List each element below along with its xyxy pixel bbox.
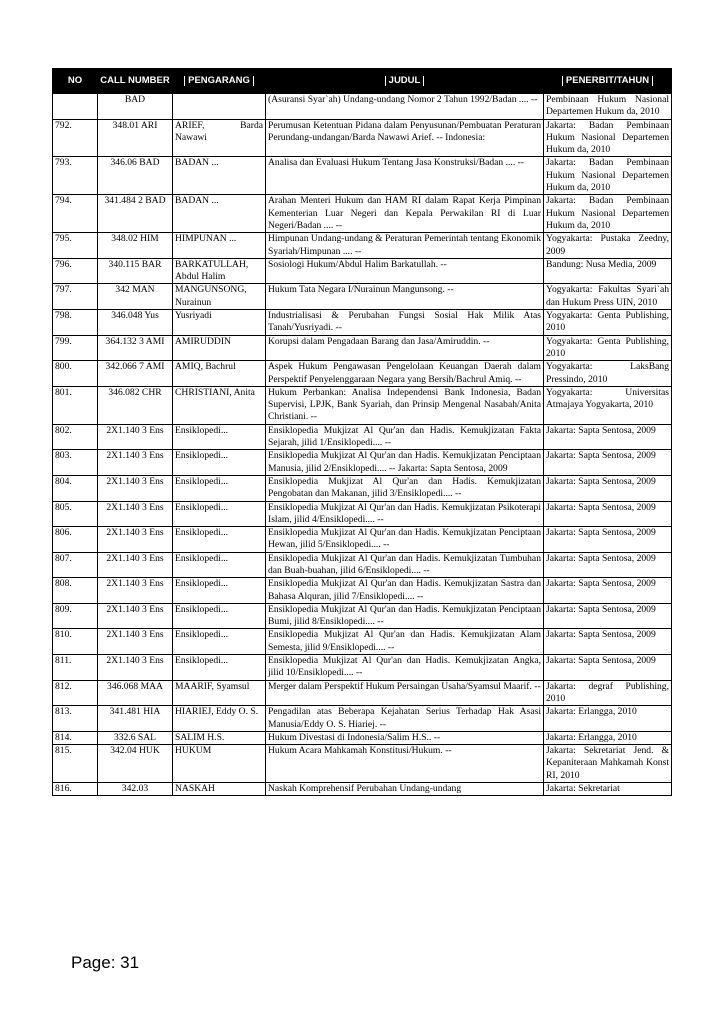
cell-penerbit: Yogyakarta: Universitas Atmajaya Yogyakarta, 2010 [544,386,672,424]
cell-no: 814. [53,731,98,744]
cell-call-number: 2X1.140 3 Ens [98,578,173,604]
cell-pengarang: BADAN ... [173,195,266,233]
cell-call-number: 2X1.140 3 Ens [98,603,173,629]
cell-pengarang: AMIRUDDIN [173,335,266,361]
table-row [53,450,672,476]
cell-no: 809. [53,603,98,629]
cell-no: 811. [53,655,98,681]
cell-call-number: 346.082 CHR [98,386,173,424]
cell-judul: Ensiklopedia Mukjizat Al Qur'an dan Hadis. Kemukjizatan Psikoterapi Islam, jilid 4/Ensiklopedi.... -- [266,501,544,527]
cell-call-number: 2X1.140 3 Ens [98,424,173,450]
cell-call-number: 346.068 MAA [98,680,173,706]
cell-pengarang: Ensiklopedi... [173,424,266,450]
cell-call-number: 342 MAN [98,284,173,310]
cell-no: 802. [53,424,98,450]
cell-penerbit: Yogyakarta: Genta Publishing, 2010 [544,335,672,361]
cell-judul: Ensiklopedia Mukjizat Al Qur'an dan Hadis. Kemukjizatan Pengobatan dan Makanan, jilid 3/Ensiklopedi.... -- [266,475,544,501]
cell-no: 807. [53,552,98,578]
cell-call-number: 364.132 3 AMI [98,335,173,361]
cell-pengarang: SALIM H.S. [173,731,266,744]
cell-penerbit: Jakarta: Sapta Sentosa, 2009 [544,424,672,450]
header-judul: JUDUL [266,69,544,94]
cell-pengarang: AMIQ, Bachrul [173,361,266,387]
cell-penerbit: Jakarta: Sapta Sentosa, 2009 [544,655,672,681]
cell-judul: Hukum Tata Negara I/Nurainun Mangunsong. -- [266,284,544,310]
cell-call-number: 2X1.140 3 Ens [98,450,173,476]
cell-no: 798. [53,310,98,336]
cell-pengarang: HIARIEJ, Eddy O. S. [173,706,266,732]
cell-penerbit: Jakarta: Sekretariat Jend. & Kepaniteraan Mahkamah Konst RI, 2010 [544,745,672,783]
cell-judul: Ensiklopedia Mukjizat Al Qur'an dan Hadis. Kemukjizatan Fakta Sejarah, jilid 1/Ensiklopedi.... -- [266,424,544,450]
table-row [53,335,672,361]
cell-pengarang: BADAN ... [173,157,266,195]
cell-pengarang [173,94,266,120]
cell-judul: Hukum Divestasi di Indonesia/Salim H.S.. -- [266,731,544,744]
cell-call-number: 342.066 7 AMI [98,361,173,387]
cell-pengarang: Yusriyadi [173,310,266,336]
cell-call-number: 2X1.140 3 Ens [98,475,173,501]
cell-pengarang: ARIEF, Barda Nawawi [173,119,266,157]
cell-judul: Perumusan Ketentuan Pidana dalam Penyusunan/Pembuatan Peraturan Perundang-undangan/Barda Nawawi Arief. -- Indonesia: [266,119,544,157]
cell-penerbit: Jakarta: Sapta Sentosa, 2009 [544,629,672,655]
cell-penerbit: Jakarta: Badan Pembinaan Hukum Nasional Departemen Hukum da, 2010 [544,119,672,157]
table-header [53,69,672,94]
cell-pengarang: Ensiklopedi... [173,501,266,527]
table-row [53,527,672,553]
cell-call-number: 346.048 Yus [98,310,173,336]
cell-pengarang: Ensiklopedi... [173,552,266,578]
header-no: NO [53,69,98,94]
cell-judul: (Asuransi Syar`ah) Undang-undang Nomor 2 Tahun 1992/Badan .... -- [266,94,544,120]
cell-penerbit: Jakarta: Sapta Sentosa, 2009 [544,501,672,527]
cell-call-number: 348.02 HIM [98,233,173,259]
cell-pengarang: HIMPUNAN ... [173,233,266,259]
cell-no: 801. [53,386,98,424]
cell-judul: Pengadilan atas Beberapa Kejahatan Serius Terhadap Hak Asasi Manusia/Eddy O. S. Hiariej. -- [266,706,544,732]
cell-no: 800. [53,361,98,387]
cell-no: 795. [53,233,98,259]
cell-no: 804. [53,475,98,501]
cell-pengarang: Ensiklopedi... [173,603,266,629]
cell-judul: Ensiklopedia Mukjizat Al Qur'an dan Hadis. Kemukjizatan Tumbuhan dan Buah-buahan, jilid 6/Ensiklopedi.... -- [266,552,544,578]
cell-judul: Ensiklopedia Mukjizat Al Qur'an dan Hadis. Kemukjizatan Penciptaan Hewan, jilid 5/Ensiklopedi.... -- [266,527,544,553]
cell-judul: Arahan Menteri Hukum dan HAM RI dalam Rapat Kerja Pimpinan Kementerian Luar Negeri dan Kepala Perwakilan RI di Luar Negeri/Badan .... -- [266,195,544,233]
cell-no: 813. [53,706,98,732]
cell-call-number: 342.04 HUK [98,745,173,783]
cell-penerbit: Jakarta: degraf Publishing, 2010 [544,680,672,706]
cell-judul: Korupsi dalam Pengadaan Barang dan Jasa/Amiruddin. -- [266,335,544,361]
cell-penerbit: Jakarta: Sapta Sentosa, 2009 [544,552,672,578]
cell-judul: Hukum Acara Mahkamah Konstitusi/Hukum. -- [266,745,544,783]
cell-no: 812. [53,680,98,706]
cell-no: 799. [53,335,98,361]
cell-penerbit: Jakarta: Erlangga, 2010 [544,706,672,732]
cell-judul: Sosiologi Hukum/Abdul Halim Barkatullah. -- [266,258,544,284]
cell-penerbit: Jakarta: Sekretariat [544,783,672,796]
header-pengarang: PENGARANG [173,69,266,94]
cell-pengarang: Ensiklopedi... [173,655,266,681]
cell-judul: Ensiklopedia Mukjizat Al Qur'an dan Hadis. Kemukjizatan Sastra dan Bahasa Alquran, jilid 7/Ensiklopedi.... -- [266,578,544,604]
cell-penerbit: Jakarta: Sapta Sentosa, 2009 [544,527,672,553]
cell-no: 803. [53,450,98,476]
cell-penerbit: Yogyakarta: Pustaka Zeedny, 2009 [544,233,672,259]
table-row [53,119,672,157]
cell-pengarang: HUKUM [173,745,266,783]
table-row [53,424,672,450]
cell-penerbit: Yogyakarta: LaksBang Pressindo, 2010 [544,361,672,387]
cell-call-number: 342.03 [98,783,173,796]
cell-judul: Aspek Hukum Pengawasan Pengelolaan Keuangan Daerah dalam Perspektif Penyelenggaraan Negara yang Bersih/Bachrul Amiq. -- [266,361,544,387]
table-row [53,361,672,387]
cell-judul: Merger dalam Perspektif Hukum Persaingan Usaha/Syamsul Maarif. -- [266,680,544,706]
cell-penerbit: Jakarta: Badan Pembinaan Hukum Nasional Departemen Hukum da, 2010 [544,195,672,233]
table-row [53,629,672,655]
table-row [53,310,672,336]
header-call-number: CALL NUMBER [98,69,173,94]
page-number: Page: 31 [71,953,140,972]
cell-pengarang: Ensiklopedi... [173,450,266,476]
cell-pengarang: Ensiklopedi... [173,527,266,553]
cell-judul: Naskah Komprehensif Perubahan Undang-undang [266,783,544,796]
cell-penerbit: Jakarta: Badan Pembinaan Hukum Nasional Departemen Hukum da, 2010 [544,157,672,195]
cell-judul: Hukum Perbankan: Analisa Independensi Bank Indonesia, Badan Supervisi, LPJK, Bank Syariah, dan Prinsip Mengenal Nasabah/Anita Christiani. -- [266,386,544,424]
cell-call-number: 2X1.140 3 Ens [98,655,173,681]
cell-no [53,94,98,120]
cell-no: 797. [53,284,98,310]
table-row [53,603,672,629]
cell-call-number: 340.115 BAR [98,258,173,284]
cell-judul: Ensiklopedia Mukjizat Al Qur'an dan Hadis. Kemukjizatan Penciptaan Manusia, jilid 2/Ensiklopedi.... -- Jakarta: Sapta Sentosa, 2009 [266,450,544,476]
cell-judul: Himpunan Undang-undang & Peraturan Pemerintah tentang Ekonomik Syariah/Himpunan .... -- [266,233,544,259]
table-row [53,655,672,681]
cell-call-number: 346.06 BAD [98,157,173,195]
cell-penerbit: Jakarta: Sapta Sentosa, 2009 [544,578,672,604]
cell-pengarang: BARKATULLAH, Abdul Halim [173,258,266,284]
table-row [53,501,672,527]
cell-no: 793. [53,157,98,195]
cell-no: 796. [53,258,98,284]
cell-pengarang: NASKAH [173,783,266,796]
table-body [53,94,672,796]
cell-call-number: 341.481 HIA [98,706,173,732]
cell-judul: Ensiklopedia Mukjizat Al Qur'an dan Hadis. Kemukjizatan Alam Semesta, jilid 9/Ensiklopedi.... -- [266,629,544,655]
cell-judul: Ensiklopedia Mukjizat Al Qur'an dan Hadis. Kemukjizatan Penciptaan Bumi, jilid 8/Ensiklopedi.... -- [266,603,544,629]
cell-call-number: 2X1.140 3 Ens [98,629,173,655]
cell-penerbit: Bandung: Nusa Media, 2009 [544,258,672,284]
cell-no: 805. [53,501,98,527]
cell-pengarang: Ensiklopedi... [173,629,266,655]
cell-penerbit: Yogyakarta: Genta Publishing, 2010 [544,310,672,336]
cell-judul: Ensiklopedia Mukjizat Al Qur'an dan Hadis. Kemukjizatan Angka, jilid 10/Ensiklopedi.... -- [266,655,544,681]
table-row [53,94,672,120]
cell-no: 816. [53,783,98,796]
cell-pengarang: Ensiklopedi... [173,475,266,501]
cell-call-number: 2X1.140 3 Ens [98,527,173,553]
cell-pengarang: MANGUNSONG, Nurainun [173,284,266,310]
cell-call-number: 341.484 2 BAD [98,195,173,233]
cell-no: 815. [53,745,98,783]
cell-call-number: BAD [98,94,173,120]
table-row [53,783,672,796]
cell-pengarang: Ensiklopedi... [173,578,266,604]
cell-no: 810. [53,629,98,655]
cell-call-number: 2X1.140 3 Ens [98,552,173,578]
cell-call-number: 2X1.140 3 Ens [98,501,173,527]
cell-no: 792. [53,119,98,157]
table-row [53,386,672,424]
cell-pengarang: MAARIF, Syamsul [173,680,266,706]
table-row [53,578,672,604]
table-row [53,745,672,783]
table-row [53,475,672,501]
cell-call-number: 332.6 SAL [98,731,173,744]
cell-penerbit: Pembinaan Hukum Nasional Departemen Hukum da, 2010 [544,94,672,120]
cell-penerbit: Jakarta: Sapta Sentosa, 2009 [544,450,672,476]
table-row [53,731,672,744]
table-row [53,195,672,233]
table-row [53,284,672,310]
catalog-table [52,68,672,796]
table-row [53,706,672,732]
cell-no: 806. [53,527,98,553]
cell-call-number: 348.01 ARI [98,119,173,157]
cell-judul: Industrialisasi & Perubahan Fungsi Sosial Hak Milik Atas Tanah/Yusriyadi. -- [266,310,544,336]
table-row [53,233,672,259]
cell-penerbit: Yogyakarta: Fakultas Syari`ah dan Hukum Press UIN, 2010 [544,284,672,310]
table-row [53,258,672,284]
table-row [53,680,672,706]
header-penerbit: PENERBIT/TAHUN [544,69,672,94]
cell-penerbit: Jakarta: Sapta Sentosa, 2009 [544,475,672,501]
cell-pengarang: CHRISTIANI, Anita [173,386,266,424]
cell-no: 808. [53,578,98,604]
cell-penerbit: Jakarta: Erlangga, 2010 [544,731,672,744]
table-row [53,157,672,195]
cell-judul: Analisa dan Evaluasi Hukum Tentang Jasa Konstruksi/Badan .... -- [266,157,544,195]
cell-no: 794. [53,195,98,233]
table-row [53,552,672,578]
cell-penerbit: Jakarta: Sapta Sentosa, 2009 [544,603,672,629]
